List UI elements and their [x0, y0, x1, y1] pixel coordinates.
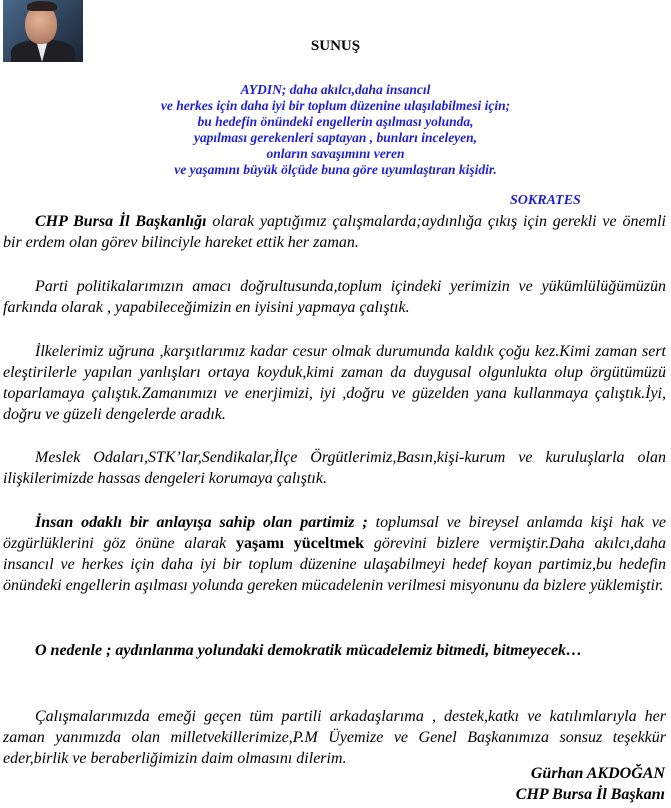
paragraph-1-lead: CHP Bursa İl Başkanlığı	[35, 213, 207, 230]
quote-line: bu hedefin önündeki engellerin aşılması yolunda,	[197, 114, 474, 129]
quote-line: onların savaşımını veren	[266, 146, 405, 161]
paragraph-7: Çalışmalarımızda emeği geçen tüm partili arkadaşlarıma , destek,katkı ve katılımlarıyla her zaman yanımızda olan milletvekillerimize,P.M Üyemize ve Genel Başkanımıza sonsuz teşekkür eder,birlik ve beraberliğimizin daim olmasını dilerim.	[3, 708, 666, 767]
quote-line: yapılması gerekenleri saptayan , bunları inceleyen,	[193, 130, 478, 145]
paragraph-5-lead: İnsan odaklı bir anlayışa sahip olan partimiz ;	[35, 514, 368, 531]
quote-author: SOKRATES	[510, 193, 581, 208]
paragraph-5-text-b: görevini bizlere vermiştir.Daha akılcı,daha insancıl ve herkes için daha iyi bir toplum düzenine ulaşabilmeyi hedef koyan partimiz,bu hedefin önündeki engellerin aşılması yolunda gereken mücadelenin verilmesi misyonunu da bizlere yüklemiştir.	[3, 535, 667, 594]
paragraph-5-emphasis: yaşamı yüceltmek	[236, 535, 365, 552]
paragraph-5-text-a: toplumsal ve bireysel anlamda kişi hak ve özgürlüklerini göz önüne alarak	[3, 514, 666, 552]
epigraph-quote	[0, 82, 671, 178]
paragraph-2: Parti politikalarımızın amacı doğrultusunda,toplum içindeki yerimizin ve yükümlülüğümüzün farkında olarak , yapabileceğimizin en iyisini yapmaya çalıştık.	[3, 278, 666, 316]
signature-name: Gürhan AKDOĞAN	[530, 765, 665, 782]
quote-line: ve herkes için daha iyi bir toplum düzenine ulaşılabilmesi için;	[160, 98, 511, 113]
paragraph-6: O nedenle ; aydınlanma yolundaki demokratik mücadelemiz bitmedi, bitmeyecek…	[35, 642, 583, 659]
paragraph-4: Meslek Odaları,STK’lar,Sendikalar,İlçe Örgütlerimiz,Basın,kişi-kurum ve kuruluşlarla olan ilişkilerimizde hassas dengeleri korumaya çalıştık.	[3, 449, 666, 487]
page-title: SUNUŞ	[310, 38, 361, 54]
photo-hair	[27, 1, 57, 11]
quote-line: AYDIN; daha akılcı,daha insancıl	[240, 82, 431, 97]
paragraph-5	[3, 512, 666, 596]
paragraph-1-text: olarak yaptığımız çalışmalarda;aydınlığa çıkış için gerekli ve önemli bir erdem olan görev bilinciyle hareket ettik her zaman.	[3, 213, 666, 251]
paragraph-3: İlkelerimiz uğruna ,karşıtlarımız kadar cesur olmak durumunda kaldık çoğu kez.Kimi zaman sert eleştirilerle yapılan yanlışları ortaya koyduk,kimi zaman da duygusal olgunlukta olup örgütümüzü toparlamaya çalıştık.Zamanımızı ve enerjimizi, iyi ,doğru ve güzelden yana kullanmaya çalıştık.İyi, doğru ve güzeli dengelerde aradık.	[3, 343, 666, 423]
paragraph-1	[3, 211, 666, 253]
quote-line: ve yaşamını büyük ölçüde buna göre uyumlaştıran kişidir.	[174, 162, 497, 177]
signature-role: CHP Bursa İl Başkanı	[515, 786, 665, 803]
